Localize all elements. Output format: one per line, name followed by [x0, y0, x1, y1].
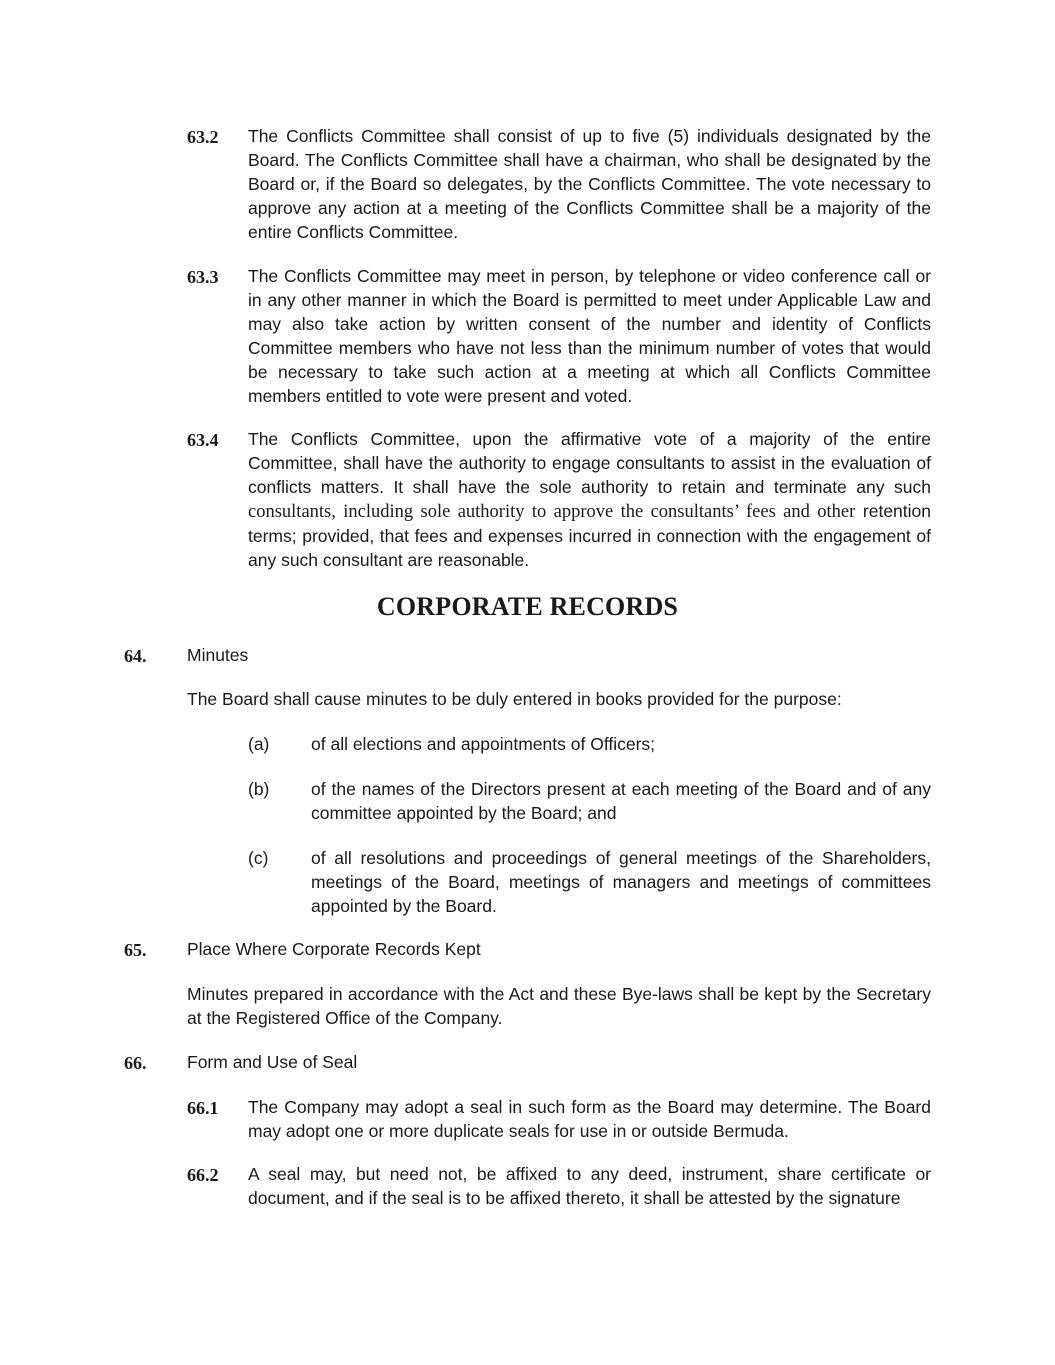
section-number-63-2: 63.2	[187, 127, 219, 147]
section-65-title: Place Where Corporate Records Kept	[187, 939, 481, 959]
list-label-b: (b)	[248, 779, 270, 799]
section-63-4-text: The Conflicts Committee, upon the affirmative vote of a majority of the entire Committee, shall have the authority to engage consultants to assist in the evaluation of conflicts matters. It shall have the sole authority to retain and terminate any such consultants, including sole authority to approve the consultants’ fees and other retention terms; provided, that fees and expenses incurred in connection with the engagement of any such consultant are reasonable.	[248, 429, 932, 570]
section-number-63-3: 63.3	[187, 267, 219, 287]
section-number-66-2: 66.2	[187, 1165, 219, 1185]
list-item-a: of all elections and appointments of Officers;	[311, 734, 656, 754]
list-item-b: of the names of the Directors present at each meeting of the Board and of any committee appointed by the Board; and	[311, 779, 931, 823]
section-64-title: Minutes	[187, 645, 249, 665]
section-heading: CORPORATE RECORDS	[376, 592, 679, 621]
section-66-2-text: A seal may, but need not, be affixed to any deed, instrument, share certificate or document, and if the seal is to be affixed thereto, it shall be attested by the signature	[248, 1164, 931, 1208]
section-63-3-text: The Conflicts Committee may meet in person, by telephone or video conference call or in any other manner in which the Board is permitted to meet under Applicable Law and may also take action by written consent of the number and identity of Conflicts Committee members who have not less than the minimum number of votes that would be necessary to take such action at a meeting at which all Conflicts Committee members entitled to vote were present and voted.	[248, 266, 931, 406]
section-65-text: Minutes prepared in accordance with the Act and these Bye-laws shall be kept by the Secretary at the Registered Office of the Company.	[187, 984, 931, 1028]
section-63-2-text: The Conflicts Committee shall consist of up to five (5) individuals designated by the Board. The Conflicts Committee shall have a chairman, who shall be designated by the Board or, if the Board so delegates, by the Conflicts Committee. The vote necessary to approve any action at a meeting of the Conflicts Committee shall be a majority of the entire Conflicts Committee.	[248, 126, 931, 242]
section-number-66: 66.	[124, 1053, 147, 1073]
list-item-c: of all resolutions and proceedings of general meetings of the Shareholders, meetings of the Board, meetings of managers and meetings of committees appointed by the Board.	[311, 848, 931, 916]
section-number-64: 64.	[124, 646, 147, 666]
section-66-title: Form and Use of Seal	[187, 1052, 358, 1072]
list-label-a: (a)	[248, 734, 270, 754]
serif-run: consultants, including sole authority to approve the consultants’ fees and other	[248, 502, 856, 522]
section-66-1-text: The Company may adopt a seal in such form as the Board may determine. The Board may adopt one or more duplicate seals for use in or outside Bermuda.	[248, 1097, 931, 1141]
section-number-65: 65.	[124, 940, 147, 960]
section-64-intro: The Board shall cause minutes to be duly entered in books provided for the purpose:	[187, 689, 842, 709]
section-number-63-4: 63.4	[187, 430, 219, 450]
section-number-66-1: 66.1	[187, 1098, 219, 1118]
list-label-c: (c)	[248, 848, 269, 868]
